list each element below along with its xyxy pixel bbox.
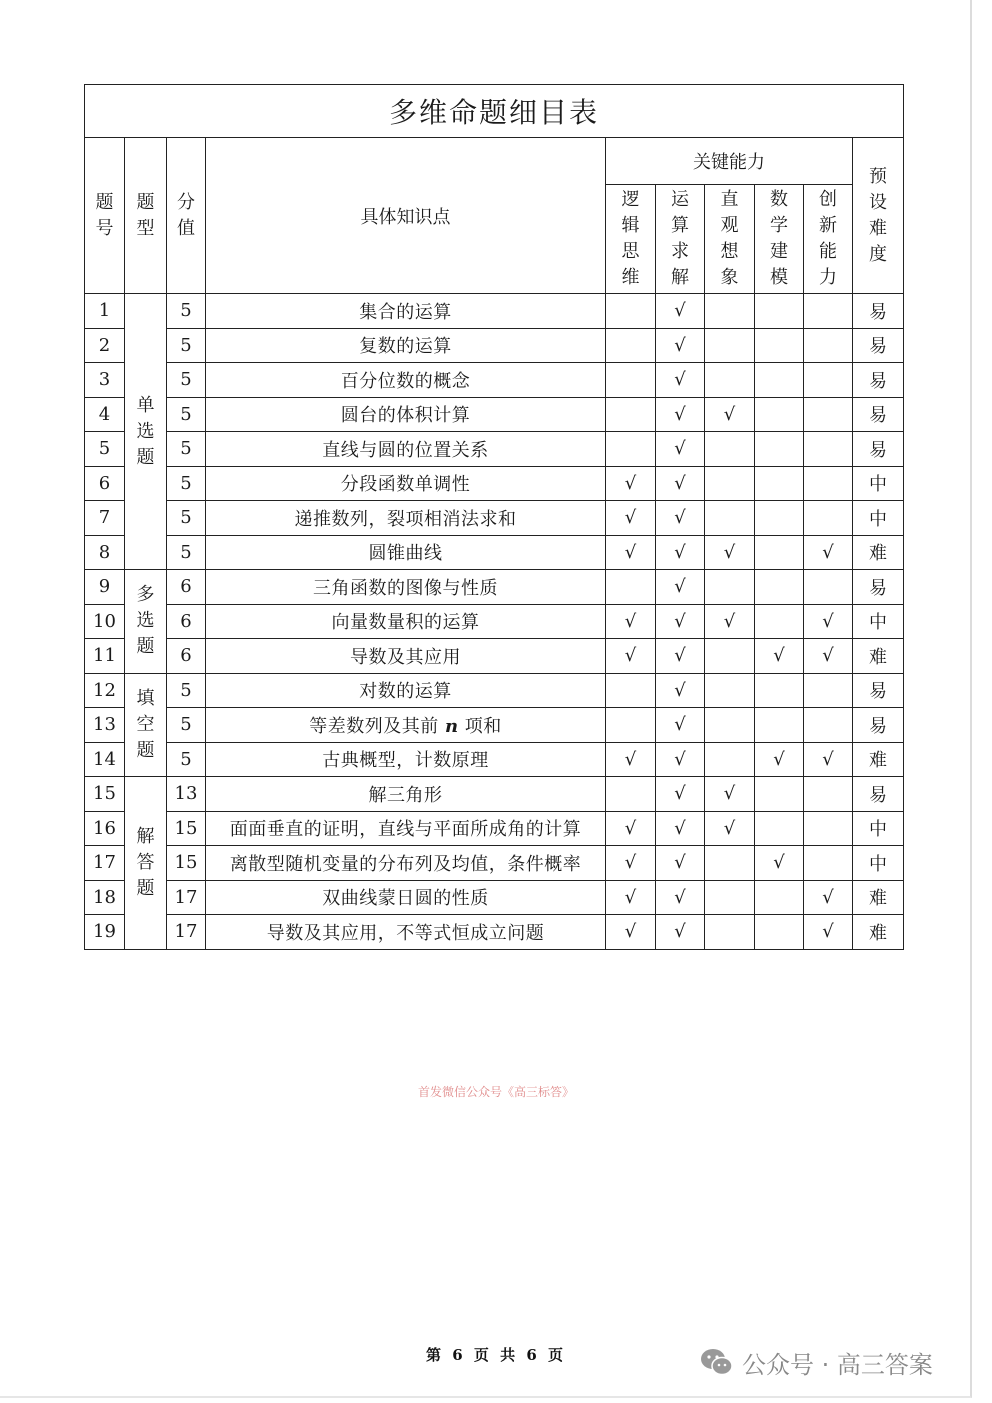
table-row: [85, 397, 904, 432]
question-number: 2: [85, 328, 125, 363]
page-footer: 第 6 页 共 6 页: [426, 1346, 566, 1364]
check-logic: [606, 708, 656, 743]
check-logic: √: [606, 915, 656, 950]
check-modeling: [755, 777, 804, 812]
header-number: 题 号: [85, 138, 125, 294]
difficulty: 易: [853, 294, 904, 329]
table-row: [85, 639, 904, 674]
header-knowledge: 具体知识点: [206, 138, 606, 294]
knowledge-point: 导数及其应用: [206, 639, 606, 674]
check-modeling: [755, 294, 804, 329]
check-innovation: √: [804, 535, 853, 570]
check-logic: √: [606, 501, 656, 536]
check-logic: [606, 673, 656, 708]
difficulty: 易: [853, 708, 904, 743]
knowledge-point: 复数的运算: [206, 328, 606, 363]
score: 6: [167, 639, 206, 674]
check-calculation: √: [656, 811, 705, 846]
check-intuition: [705, 328, 755, 363]
knowledge-point: 等差数列及其前 n 项和: [206, 708, 606, 743]
table-row: [85, 777, 904, 812]
check-calculation: √: [656, 708, 705, 743]
check-innovation: [804, 363, 853, 398]
knowledge-point: 直线与圆的位置关系: [206, 432, 606, 467]
check-modeling: [755, 915, 804, 950]
score: 5: [167, 363, 206, 398]
check-modeling: [755, 673, 804, 708]
check-innovation: [804, 673, 853, 708]
knowledge-point: 解三角形: [206, 777, 606, 812]
check-modeling: √: [755, 639, 804, 674]
table-row: [85, 915, 904, 950]
table-row: [85, 535, 904, 570]
question-number: 19: [85, 915, 125, 950]
wechat-icon: [700, 1347, 734, 1377]
check-innovation: [804, 466, 853, 501]
check-modeling: [755, 432, 804, 467]
check-calculation: √: [656, 535, 705, 570]
check-modeling: √: [755, 742, 804, 777]
check-innovation: [804, 570, 853, 605]
spec-table-container: [84, 84, 903, 950]
check-intuition: [705, 673, 755, 708]
check-modeling: [755, 708, 804, 743]
header-key-abilities: 关键能力: [606, 138, 853, 185]
check-intuition: [705, 363, 755, 398]
score: 15: [167, 811, 206, 846]
check-logic: [606, 570, 656, 605]
check-logic: [606, 397, 656, 432]
question-number: 12: [85, 673, 125, 708]
score: 5: [167, 535, 206, 570]
check-logic: √: [606, 742, 656, 777]
difficulty: 易: [853, 432, 904, 467]
check-logic: √: [606, 466, 656, 501]
table-row: [85, 466, 904, 501]
check-intuition: [705, 432, 755, 467]
check-modeling: [755, 604, 804, 639]
knowledge-point: 圆锥曲线: [206, 535, 606, 570]
score: 13: [167, 777, 206, 812]
question-number: 9: [85, 570, 125, 605]
difficulty: 易: [853, 363, 904, 398]
check-intuition: [705, 846, 755, 881]
check-calculation: √: [656, 742, 705, 777]
question-type: 解 答 题: [125, 777, 167, 950]
question-type: 多 选 题: [125, 570, 167, 674]
score: 15: [167, 846, 206, 881]
table-body: [85, 294, 904, 950]
question-number: 13: [85, 708, 125, 743]
question-number: 15: [85, 777, 125, 812]
score: 5: [167, 397, 206, 432]
check-intuition: √: [705, 811, 755, 846]
table-row: [85, 846, 904, 881]
knowledge-point: 三角函数的图像与性质: [206, 570, 606, 605]
score: 5: [167, 501, 206, 536]
check-modeling: [755, 880, 804, 915]
check-intuition: [705, 639, 755, 674]
score: 5: [167, 294, 206, 329]
check-innovation: √: [804, 915, 853, 950]
check-logic: [606, 777, 656, 812]
table-row: [85, 742, 904, 777]
check-innovation: [804, 397, 853, 432]
difficulty: 易: [853, 328, 904, 363]
check-logic: √: [606, 880, 656, 915]
difficulty: 难: [853, 742, 904, 777]
score: 6: [167, 570, 206, 605]
table-title: 多维命题细目表: [85, 85, 904, 138]
check-calculation: √: [656, 363, 705, 398]
table-row: [85, 673, 904, 708]
difficulty: 难: [853, 880, 904, 915]
knowledge-point: 对数的运算: [206, 673, 606, 708]
score: 5: [167, 742, 206, 777]
check-logic: √: [606, 846, 656, 881]
check-calculation: √: [656, 397, 705, 432]
check-logic: √: [606, 535, 656, 570]
check-intuition: [705, 708, 755, 743]
table-row: [85, 432, 904, 467]
score: 17: [167, 880, 206, 915]
check-intuition: [705, 742, 755, 777]
header-intuition: 直 观 想 象: [705, 185, 755, 294]
question-number: 4: [85, 397, 125, 432]
difficulty: 中: [853, 501, 904, 536]
table-row: [85, 570, 904, 605]
knowledge-point: 集合的运算: [206, 294, 606, 329]
difficulty: 难: [853, 535, 904, 570]
header-type: 题 型: [125, 138, 167, 294]
question-number: 10: [85, 604, 125, 639]
header-difficulty: 预 设 难 度: [853, 138, 904, 294]
check-innovation: [804, 708, 853, 743]
check-intuition: [705, 294, 755, 329]
check-modeling: [755, 501, 804, 536]
check-modeling: [755, 363, 804, 398]
question-type: 填 空 题: [125, 673, 167, 777]
check-modeling: [755, 397, 804, 432]
header-score: 分 值: [167, 138, 206, 294]
table-row: [85, 708, 904, 743]
check-calculation: √: [656, 328, 705, 363]
check-innovation: [804, 328, 853, 363]
header-calculation: 运 算 求 解: [656, 185, 705, 294]
check-innovation: [804, 501, 853, 536]
question-number: 3: [85, 363, 125, 398]
check-intuition: √: [705, 397, 755, 432]
score: 17: [167, 915, 206, 950]
check-logic: [606, 294, 656, 329]
table-row: [85, 501, 904, 536]
score: 5: [167, 466, 206, 501]
check-modeling: [755, 535, 804, 570]
question-number: 17: [85, 846, 125, 881]
knowledge-point: 双曲线蒙日圆的性质: [206, 880, 606, 915]
check-innovation: [804, 432, 853, 467]
check-modeling: [755, 811, 804, 846]
check-intuition: √: [705, 604, 755, 639]
check-intuition: [705, 880, 755, 915]
question-number: 5: [85, 432, 125, 467]
check-logic: √: [606, 604, 656, 639]
check-modeling: [755, 328, 804, 363]
check-intuition: √: [705, 777, 755, 812]
question-number: 8: [85, 535, 125, 570]
table-row: [85, 328, 904, 363]
check-intuition: √: [705, 535, 755, 570]
knowledge-point: 递推数列，裂项相消法求和: [206, 501, 606, 536]
question-number: 7: [85, 501, 125, 536]
difficulty: 易: [853, 673, 904, 708]
score: 5: [167, 328, 206, 363]
header-logic: 逻 辑 思 维: [606, 185, 656, 294]
check-innovation: √: [804, 742, 853, 777]
knowledge-point: 向量数量积的运算: [206, 604, 606, 639]
difficulty: 难: [853, 639, 904, 674]
check-logic: [606, 328, 656, 363]
question-type: 单 选 题: [125, 294, 167, 570]
check-intuition: [705, 466, 755, 501]
difficulty: 易: [853, 397, 904, 432]
difficulty: 中: [853, 846, 904, 881]
score: 5: [167, 673, 206, 708]
knowledge-point: 古典概型，计数原理: [206, 742, 606, 777]
knowledge-point: 面面垂直的证明，直线与平面所成角的计算: [206, 811, 606, 846]
brand-text: 公众号 · 高三答案: [742, 1350, 933, 1379]
check-logic: [606, 432, 656, 467]
check-calculation: √: [656, 639, 705, 674]
check-calculation: √: [656, 673, 705, 708]
check-calculation: √: [656, 432, 705, 467]
check-logic: [606, 363, 656, 398]
brand: [700, 1344, 933, 1380]
check-calculation: √: [656, 604, 705, 639]
knowledge-point: 百分位数的概念: [206, 363, 606, 398]
check-calculation: √: [656, 466, 705, 501]
check-innovation: [804, 846, 853, 881]
check-innovation: √: [804, 639, 853, 674]
check-intuition: [705, 915, 755, 950]
table-row: [85, 363, 904, 398]
question-number: 1: [85, 294, 125, 329]
knowledge-point: 圆台的体积计算: [206, 397, 606, 432]
check-intuition: [705, 501, 755, 536]
check-innovation: √: [804, 880, 853, 915]
table-row: [85, 294, 904, 329]
difficulty: 难: [853, 915, 904, 950]
check-modeling: [755, 466, 804, 501]
check-innovation: [804, 294, 853, 329]
question-number: 16: [85, 811, 125, 846]
check-intuition: [705, 570, 755, 605]
score: 6: [167, 604, 206, 639]
check-calculation: √: [656, 777, 705, 812]
check-logic: √: [606, 811, 656, 846]
knowledge-point: 导数及其应用，不等式恒成立问题: [206, 915, 606, 950]
table-row: [85, 880, 904, 915]
difficulty: 中: [853, 604, 904, 639]
difficulty: 中: [853, 466, 904, 501]
check-calculation: √: [656, 880, 705, 915]
question-number: 14: [85, 742, 125, 777]
difficulty: 易: [853, 570, 904, 605]
question-number: 6: [85, 466, 125, 501]
check-logic: √: [606, 639, 656, 674]
header-modeling: 数 学 建 模: [755, 185, 804, 294]
check-calculation: √: [656, 846, 705, 881]
score: 5: [167, 708, 206, 743]
check-innovation: [804, 811, 853, 846]
header-innovation: 创 新 能 力: [804, 185, 853, 294]
knowledge-point: 离散型随机变量的分布列及均值，条件概率: [206, 846, 606, 881]
difficulty: 易: [853, 777, 904, 812]
spec-table: [84, 84, 904, 950]
table-row: [85, 604, 904, 639]
check-modeling: [755, 570, 804, 605]
score: 5: [167, 432, 206, 467]
watermark: 首发微信公众号《高三标答》: [417, 1085, 574, 1099]
difficulty: 中: [853, 811, 904, 846]
check-calculation: √: [656, 501, 705, 536]
check-calculation: √: [656, 294, 705, 329]
question-number: 11: [85, 639, 125, 674]
check-innovation: √: [804, 604, 853, 639]
check-modeling: √: [755, 846, 804, 881]
check-calculation: √: [656, 915, 705, 950]
table-row: [85, 811, 904, 846]
check-innovation: [804, 777, 853, 812]
knowledge-point: 分段函数单调性: [206, 466, 606, 501]
question-number: 18: [85, 880, 125, 915]
check-calculation: √: [656, 570, 705, 605]
